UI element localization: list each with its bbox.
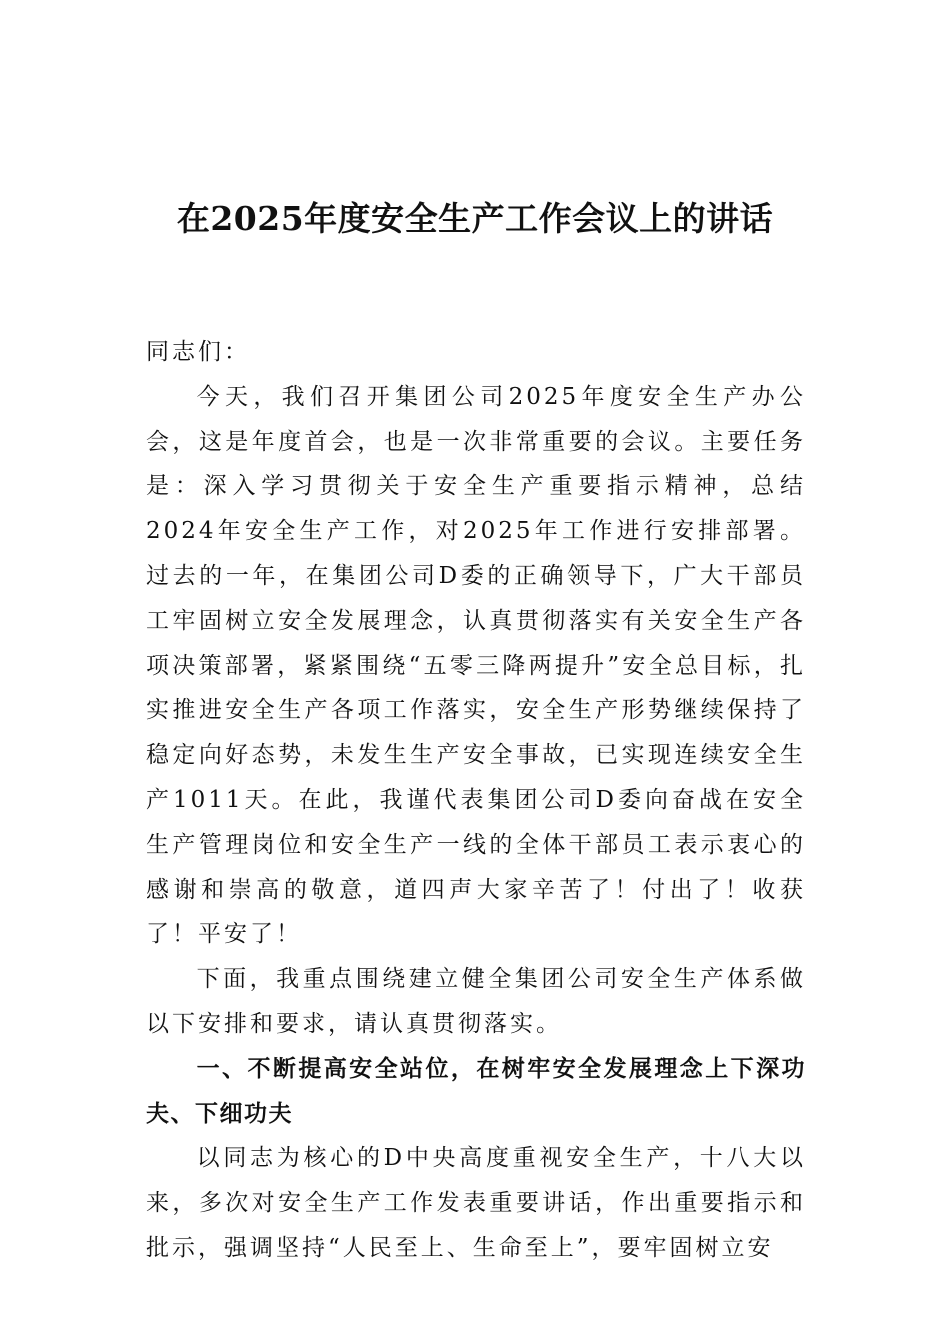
paragraph-arrangement: 下面，我重点围绕建立健全集团公司安全生产体系做以下安排和要求，请认真贯彻落实。 (146, 966, 806, 1037)
document-title: 在2025年度安全生产工作会议上的讲话 (176, 199, 774, 238)
salutation: 同志们： (146, 339, 250, 365)
section-1-paragraph: 以同志为核心的D中央高度重视安全生产，十八大以来，多次对安全生产工作发表重要讲话，作出重要指示和批示，强调坚持“人民至上、生命至上”，要牢固树立安 (146, 1145, 806, 1261)
document-body (146, 330, 806, 1271)
section-heading-1: 一、不断提高安全站位，在树牢安全发展理念上下深功夫、下细功夫 (146, 1055, 806, 1127)
paragraph-opening: 今天，我们召开集团公司2025年度安全生产办公会，这是年度首会，也是一次非常重要的会议。主要任务是：深入学习贯彻关于安全生产重要指示精神，总结2024年安全生产工作，对2025年工作进行安排部署。过去的一年，在集团公司D委的正确领导下，广大干部员工牢固树立安全发展理念，认真贯彻落实有关安全生产各项决策部署，紧紧围绕“五零三降两提升”安全总目标，扎实推进安全生产各项工作落实，安全生产形势继续保持了稳定向好态势，未发生生产安全事故，已实现连续安全生产1011天。在此，我谨代表集团公司D委向奋战在安全生产管理岗位和安全生产一线的全体干部员工表示衷心的感谢和崇高的敬意，道四声大家辛苦了！付出了！收获了！平安了！ (146, 383, 806, 948)
